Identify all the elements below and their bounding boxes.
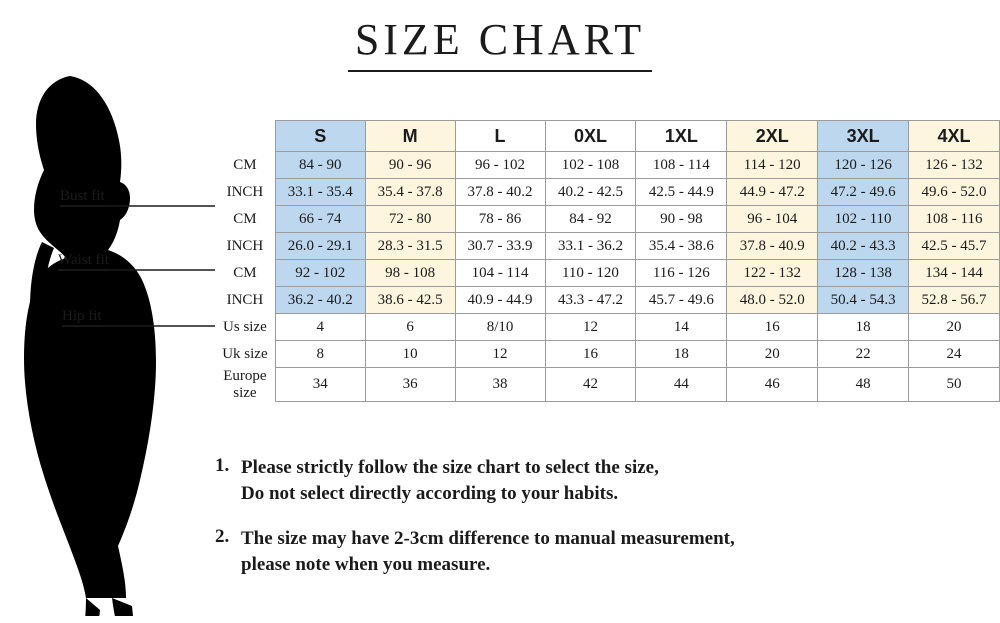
- note-number-1: 1.: [215, 455, 230, 476]
- table-row: [215, 260, 1000, 287]
- cell: 50.4 - 54.3: [818, 287, 909, 314]
- cell: 44.9 - 47.2: [727, 179, 818, 206]
- page-title: [348, 16, 652, 72]
- cell: 102 - 108: [545, 152, 636, 179]
- cell: 128 - 138: [818, 260, 909, 287]
- cell: 48: [818, 368, 909, 402]
- cell: 42: [545, 368, 636, 402]
- cell: 24: [909, 341, 1000, 368]
- measure-label-bust-fit: [60, 188, 105, 207]
- size-header-l: L: [455, 121, 545, 152]
- cell: 35.4 - 38.6: [636, 233, 727, 260]
- cell: 20: [727, 341, 818, 368]
- cell: 120 - 126: [818, 152, 909, 179]
- note-text-2-line2: please note when you measure.: [241, 553, 491, 575]
- cell: 48.0 - 52.0: [727, 287, 818, 314]
- cell: 12: [455, 341, 545, 368]
- cell: 8/10: [455, 314, 545, 341]
- cell: 35.4 - 37.8: [365, 179, 455, 206]
- cell: 30.7 - 33.9: [455, 233, 545, 260]
- cell: 98 - 108: [365, 260, 455, 287]
- size-header-s: S: [275, 121, 365, 152]
- note-text-1-line2: Do not select directly according to your habits.: [241, 482, 619, 504]
- cell: 104 - 114: [455, 260, 545, 287]
- cell: 42.5 - 45.7: [909, 233, 1000, 260]
- row-label-europe-size: Europe size: [215, 368, 275, 402]
- measure-label-bust-fit-text: Bust fit: [60, 188, 105, 207]
- table-row: [215, 314, 1000, 341]
- row-unit-waist-cm: CM: [215, 206, 275, 233]
- cell: 33.1 - 36.2: [545, 233, 636, 260]
- cell: 43.3 - 47.2: [545, 287, 636, 314]
- row-unit-waist-inch: INCH: [215, 233, 275, 260]
- cell: 84 - 90: [275, 152, 365, 179]
- note-number-2: 2.: [215, 526, 230, 548]
- cell: 49.6 - 52.0: [909, 179, 1000, 206]
- cell: 18: [636, 341, 727, 368]
- notes-section: [215, 455, 975, 598]
- table-row: [215, 206, 1000, 233]
- cell: 40.2 - 43.3: [818, 233, 909, 260]
- size-header-m: M: [365, 121, 455, 152]
- title-underline: [348, 70, 652, 72]
- note-item-2: [215, 526, 975, 577]
- cell: 72 - 80: [365, 206, 455, 233]
- measure-label-hip-fit: [62, 308, 102, 327]
- cell: 34: [275, 368, 365, 402]
- cell: 102 - 110: [818, 206, 909, 233]
- note-text-2: [241, 526, 735, 577]
- cell: 12: [545, 314, 636, 341]
- row-label-us-size: Us size: [215, 314, 275, 341]
- cell: 22: [818, 341, 909, 368]
- cell: 46: [727, 368, 818, 402]
- measure-label-waist-fit-text: Waist fit: [58, 252, 109, 271]
- size-header-1xl: 1XL: [636, 121, 727, 152]
- cell: 108 - 116: [909, 206, 1000, 233]
- cell: 6: [365, 314, 455, 341]
- cell: 52.8 - 56.7: [909, 287, 1000, 314]
- cell: 47.2 - 49.6: [818, 179, 909, 206]
- size-header-4xl: 4XL: [909, 121, 1000, 152]
- woman-silhouette-illustration: [8, 66, 208, 616]
- table-row: [215, 368, 1000, 402]
- cell: 14: [636, 314, 727, 341]
- cell: 122 - 132: [727, 260, 818, 287]
- table-row: [215, 341, 1000, 368]
- cell: 28.3 - 31.5: [365, 233, 455, 260]
- cell: 8: [275, 341, 365, 368]
- row-unit-hip-inch: INCH: [215, 287, 275, 314]
- row-unit-hip-cm: CM: [215, 260, 275, 287]
- cell: 38: [455, 368, 545, 402]
- note-text-1-line1: Please strictly follow the size chart to select the size,: [241, 457, 659, 478]
- page-title-text: SIZE CHART: [354, 15, 646, 64]
- cell: 37.8 - 40.2: [455, 179, 545, 206]
- cell: 37.8 - 40.9: [727, 233, 818, 260]
- cell: 92 - 102: [275, 260, 365, 287]
- row-label-uk-size: Uk size: [215, 341, 275, 368]
- row-unit-bust-cm: CM: [215, 152, 275, 179]
- cell: 50: [909, 368, 1000, 402]
- cell: 134 - 144: [909, 260, 1000, 287]
- cell: 84 - 92: [545, 206, 636, 233]
- cell: 96 - 104: [727, 206, 818, 233]
- row-unit-bust-inch: INCH: [215, 179, 275, 206]
- cell: 10: [365, 341, 455, 368]
- cell: 38.6 - 42.5: [365, 287, 455, 314]
- table-row: [215, 287, 1000, 314]
- cell: 40.9 - 44.9: [455, 287, 545, 314]
- cell: 126 - 132: [909, 152, 1000, 179]
- table-row: [215, 179, 1000, 206]
- size-header-2xl: 2XL: [727, 121, 818, 152]
- cell: 44: [636, 368, 727, 402]
- cell: 36.2 - 40.2: [275, 287, 365, 314]
- cell: 40.2 - 42.5: [545, 179, 636, 206]
- table-corner-cell: [215, 121, 275, 152]
- table-row: [215, 152, 1000, 179]
- cell: 66 - 74: [275, 206, 365, 233]
- cell: 114 - 120: [727, 152, 818, 179]
- cell: 26.0 - 29.1: [275, 233, 365, 260]
- cell: 20: [909, 314, 1000, 341]
- cell: 110 - 120: [545, 260, 636, 287]
- cell: 16: [727, 314, 818, 341]
- note-text-2-line1: The size may have 2-3cm difference to manual measurement,: [241, 528, 735, 550]
- cell: 16: [545, 341, 636, 368]
- cell: 45.7 - 49.6: [636, 287, 727, 314]
- cell: 116 - 126: [636, 260, 727, 287]
- cell: 36: [365, 368, 455, 402]
- cell: 18: [818, 314, 909, 341]
- table-row: [215, 233, 1000, 260]
- note-text-1: [241, 455, 659, 506]
- cell: 108 - 114: [636, 152, 727, 179]
- cell: 4: [275, 314, 365, 341]
- cell: 90 - 98: [636, 206, 727, 233]
- cell: 42.5 - 44.9: [636, 179, 727, 206]
- measure-label-waist-fit: [58, 252, 109, 271]
- table-header-row: [215, 121, 1000, 152]
- cell: 90 - 96: [365, 152, 455, 179]
- note-item-1: [215, 455, 975, 506]
- size-chart-table: [215, 120, 1000, 402]
- cell: 78 - 86: [455, 206, 545, 233]
- cell: 96 - 102: [455, 152, 545, 179]
- size-header-3xl: 3XL: [818, 121, 909, 152]
- measure-label-hip-fit-text: Hip fit: [62, 308, 102, 327]
- size-header-0xl: 0XL: [545, 121, 636, 152]
- cell: 33.1 - 35.4: [275, 179, 365, 206]
